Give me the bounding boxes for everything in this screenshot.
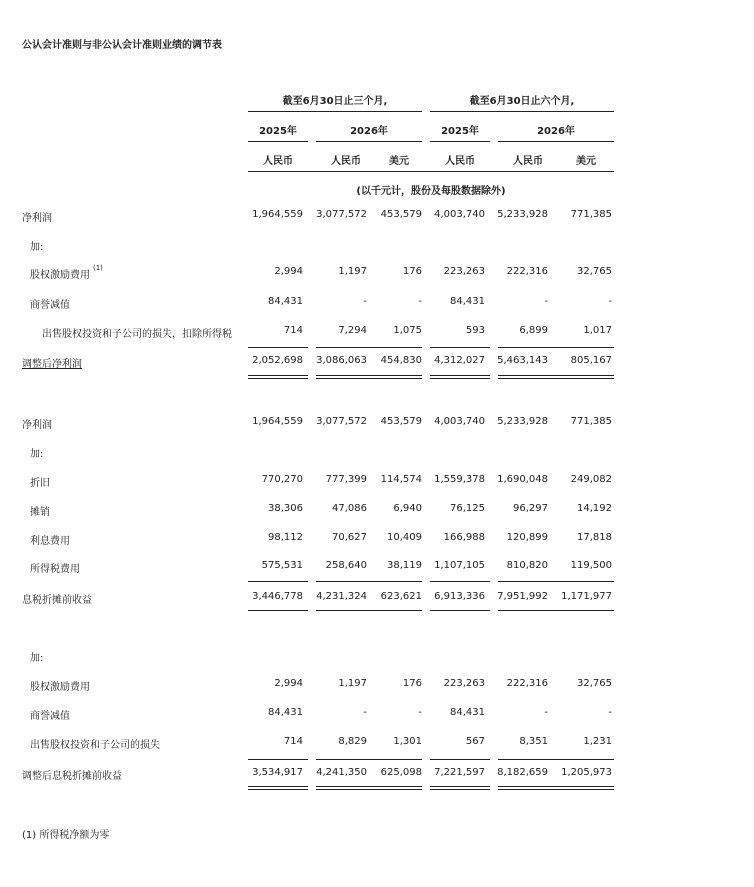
rule-line [248, 759, 308, 760]
table-row [0, 503, 754, 519]
table-cell: 176 [402, 266, 422, 277]
table-cell: 771,385 [570, 209, 612, 220]
table-cell: 4,241,350 [316, 767, 367, 778]
table-cell: 258,640 [325, 560, 367, 571]
table-row [0, 445, 754, 461]
table-cell: 1,107,105 [434, 560, 485, 571]
row-label [30, 445, 43, 460]
table-cell: 8,829 [338, 736, 367, 747]
row-label [30, 678, 90, 693]
header-currency-6: 美元 [576, 156, 596, 167]
table-cell: - [544, 296, 548, 307]
row-label-text: 净利润 [22, 420, 52, 431]
table-cell: 222,316 [506, 678, 548, 689]
table-cell: 4,231,324 [316, 591, 367, 602]
row-label-text: 所得税费用 [30, 564, 80, 575]
row-label [30, 503, 50, 518]
row-label-text: 净利润 [22, 213, 52, 224]
table-cell: 166,988 [443, 532, 485, 543]
row-label-text: 折旧 [30, 478, 50, 489]
header-year-3: 2025年 [441, 126, 479, 137]
row-label-text: 息税折摊前收益 [22, 595, 92, 606]
table-cell: 38,119 [387, 560, 422, 571]
row-label [22, 767, 122, 782]
rule-line [498, 375, 614, 376]
table-cell: - [418, 296, 422, 307]
rule-line [430, 581, 490, 582]
rule-line [498, 786, 614, 787]
table-row [0, 649, 754, 665]
table-cell: 8,351 [519, 736, 548, 747]
row-label-text: 摊销 [30, 507, 50, 518]
table-row [0, 209, 754, 225]
rule-line [248, 789, 308, 790]
header-year-4: 2026年 [537, 126, 575, 137]
table-cell: 771,385 [570, 416, 612, 427]
table-cell: 76,125 [450, 503, 485, 514]
table-row [0, 266, 754, 282]
table-cell: 14,192 [577, 503, 612, 514]
table-cell: - [608, 707, 612, 718]
row-label [30, 474, 50, 489]
table-cell: 223,263 [443, 678, 485, 689]
rule-line [248, 786, 308, 787]
table-row [0, 355, 754, 371]
rule-line [316, 786, 422, 787]
table-cell: 32,765 [577, 266, 612, 277]
table-cell: 623,621 [380, 591, 422, 602]
table-row [0, 591, 754, 607]
rule-line [248, 375, 308, 376]
table-row [0, 238, 754, 254]
rule-line [248, 581, 308, 582]
table-cell: 7,951,992 [497, 591, 548, 602]
table-cell: 1,197 [338, 266, 367, 277]
table-row [0, 325, 754, 341]
table-cell: 1,964,559 [252, 209, 303, 220]
table-cell: 1,171,977 [561, 591, 612, 602]
row-label-text: 调整后净利润 [22, 359, 82, 370]
table-cell: 176 [402, 678, 422, 689]
table-cell: 6,940 [393, 503, 422, 514]
table-cell: 84,431 [268, 296, 303, 307]
table-cell: 8,182,659 [497, 767, 548, 778]
table-row [0, 560, 754, 576]
header-currency-1: 人民币 [263, 156, 293, 167]
table-cell: - [544, 707, 548, 718]
rule-line [430, 759, 490, 760]
header-group-six-months: 截至6月30日止六个月, [469, 96, 575, 107]
row-label [30, 238, 43, 253]
table-cell: 714 [283, 736, 303, 747]
rule-line [248, 378, 308, 379]
row-label-text: 出售股权投资和子公司的损失，扣除所得税 [42, 329, 232, 340]
table-cell: 770,270 [261, 474, 303, 485]
table-cell: 114,574 [380, 474, 422, 485]
table-cell: 249,082 [570, 474, 612, 485]
row-label-text: 股权激励费用 [30, 682, 90, 693]
row-label-text: 利息费用 [30, 536, 70, 547]
table-cell: 1,017 [583, 325, 612, 336]
table-cell: 84,431 [450, 707, 485, 718]
table-cell: 3,077,572 [316, 209, 367, 220]
rule-line [430, 610, 490, 611]
table-cell: 10,409 [387, 532, 422, 543]
header-line-1 [248, 111, 422, 112]
table-cell: 96,297 [513, 503, 548, 514]
table-cell: 5,233,928 [497, 209, 548, 220]
table-cell: 2,994 [274, 266, 303, 277]
rule-line [498, 581, 614, 582]
row-label [30, 649, 43, 664]
table-cell: 1,205,973 [561, 767, 612, 778]
table-cell: - [363, 296, 367, 307]
table-cell: 6,899 [519, 325, 548, 336]
row-label-text: 加: [30, 653, 44, 664]
row-label-text: 加: [30, 449, 44, 460]
header-year-1: 2025年 [259, 126, 297, 137]
table-cell: 1,197 [338, 678, 367, 689]
table-row [0, 474, 754, 490]
header-currency-5: 人民币 [513, 156, 543, 167]
table-cell: 119,500 [570, 560, 612, 571]
rule-line [316, 610, 422, 611]
table-cell: 32,765 [577, 678, 612, 689]
rule-line [430, 375, 490, 376]
rule-line [498, 789, 614, 790]
rule-line [498, 347, 614, 348]
table-cell: 223,263 [443, 266, 485, 277]
header-currency-2: 人民币 [331, 156, 361, 167]
table-cell: 84,431 [268, 707, 303, 718]
table-cell: 4,003,740 [434, 209, 485, 220]
table-cell: 3,446,778 [252, 591, 303, 602]
table-cell: - [418, 707, 422, 718]
table-cell: - [608, 296, 612, 307]
row-label [30, 266, 103, 281]
header-group-three-months: 截至6月30日止三个月, [282, 96, 388, 107]
row-label-text: 股权激励费用 [30, 270, 90, 281]
rule-line [248, 347, 308, 348]
table-cell: 5,233,928 [497, 416, 548, 427]
rule-line [316, 375, 422, 376]
table-cell: 222,316 [506, 266, 548, 277]
table-cell: 4,003,740 [434, 416, 485, 427]
header-year-2: 2026年 [350, 126, 388, 137]
table-cell: 1,559,378 [434, 474, 485, 485]
page-title: 公认会计准则与非公认会计准则业绩的调节表 [22, 40, 222, 51]
header-currency-3: 美元 [389, 156, 409, 167]
rule-line [316, 759, 422, 760]
table-cell: 593 [465, 325, 485, 336]
table-row [0, 736, 754, 752]
row-label [42, 325, 232, 340]
table-cell: 1,075 [393, 325, 422, 336]
header-line-3 [248, 171, 614, 172]
header-currency-4: 人民币 [445, 156, 475, 167]
header-line-2d [498, 141, 614, 142]
row-label [22, 355, 82, 370]
table-cell: 47,086 [332, 503, 367, 514]
table-cell: 625,098 [380, 767, 422, 778]
row-label [30, 707, 70, 722]
table-cell: 7,221,597 [434, 767, 485, 778]
row-label-text: 商誉减值 [30, 711, 70, 722]
table-row [0, 296, 754, 312]
table-cell: 453,579 [380, 209, 422, 220]
table-cell: 714 [283, 325, 303, 336]
table-cell: 1,301 [393, 736, 422, 747]
row-label [22, 591, 92, 606]
header-line-2b [316, 141, 422, 142]
rule-line [498, 759, 614, 760]
rule-line [316, 347, 422, 348]
rule-line [248, 610, 308, 611]
table-cell: 17,818 [577, 532, 612, 543]
table-row [0, 678, 754, 694]
table-cell: 5,463,143 [497, 355, 548, 366]
row-label [30, 296, 70, 311]
unit-note: (以千元计，股份及每股数据除外) [356, 186, 506, 197]
rule-line [430, 789, 490, 790]
table-cell: 777,399 [325, 474, 367, 485]
table-row [0, 532, 754, 548]
table-cell: 805,167 [570, 355, 612, 366]
table-cell: 84,431 [450, 296, 485, 307]
rule-line [498, 610, 614, 611]
table-cell: 7,294 [338, 325, 367, 336]
table-cell: 454,830 [380, 355, 422, 366]
table-cell: 2,994 [274, 678, 303, 689]
row-label [22, 209, 52, 224]
rule-line [430, 378, 490, 379]
table-cell: 1,690,048 [497, 474, 548, 485]
row-label [30, 560, 80, 575]
header-line-1b [430, 111, 614, 112]
rule-line [498, 378, 614, 379]
rule-line [316, 378, 422, 379]
table-cell: 575,531 [261, 560, 303, 571]
row-label-text: 出售股权投资和子公司的损失 [30, 740, 160, 751]
table-cell: 1,231 [583, 736, 612, 747]
row-label-text: 商誉减值 [30, 300, 70, 311]
table-cell: - [363, 707, 367, 718]
footnote-marker: (1) [93, 264, 103, 272]
table-cell: 453,579 [380, 416, 422, 427]
table-cell: 98,112 [268, 532, 303, 543]
rule-line [316, 789, 422, 790]
rule-line [430, 786, 490, 787]
table-row [0, 416, 754, 432]
table-cell: 120,899 [506, 532, 548, 543]
table-cell: 4,312,027 [434, 355, 485, 366]
rule-line [430, 347, 490, 348]
row-label [22, 416, 52, 431]
table-cell: 3,534,917 [252, 767, 303, 778]
row-label [30, 736, 160, 751]
table-cell: 3,077,572 [316, 416, 367, 427]
header-line-2a [248, 141, 308, 142]
header-line-2c [430, 141, 490, 142]
table-cell: 6,913,336 [434, 591, 485, 602]
table-cell: 810,820 [506, 560, 548, 571]
rule-line [316, 581, 422, 582]
row-label [30, 532, 70, 547]
table-cell: 70,627 [332, 532, 367, 543]
table-cell: 1,964,559 [252, 416, 303, 427]
table-cell: 38,306 [268, 503, 303, 514]
table-cell: 3,086,063 [316, 355, 367, 366]
table-row [0, 767, 754, 783]
table-cell: 2,052,698 [252, 355, 303, 366]
footnote: (1) 所得税净额为零 [22, 830, 110, 841]
row-label-text: 加: [30, 242, 44, 253]
row-label-text: 调整后息税折摊前收益 [22, 771, 122, 782]
table-row [0, 707, 754, 723]
table-cell: 567 [465, 736, 485, 747]
